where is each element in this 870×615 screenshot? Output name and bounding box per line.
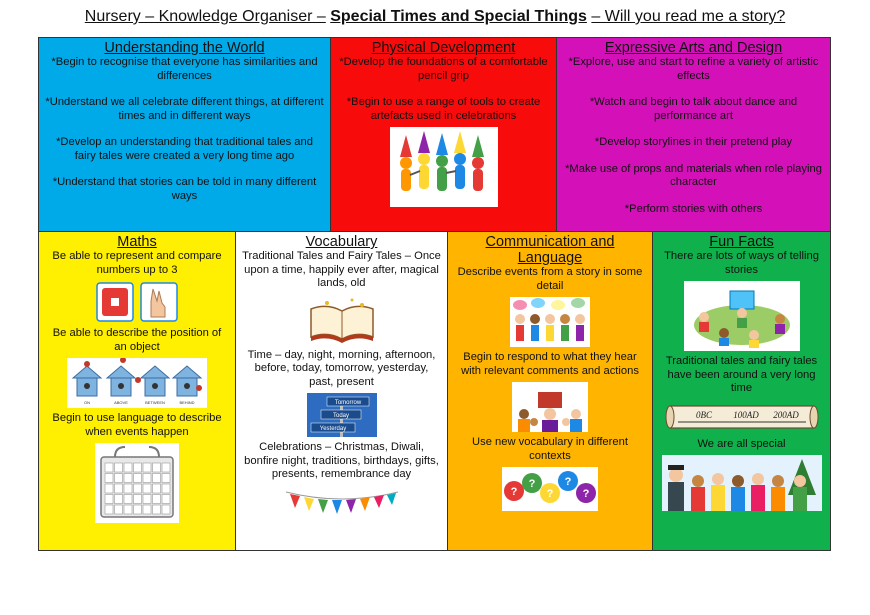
calendar-day-cell <box>124 463 132 472</box>
storytelling-circle-image <box>684 281 800 351</box>
panel-item: Begin to respond to what they hear with relevant comments and actions <box>461 351 639 377</box>
panel-item: *Understand we all celebrate different things, at different times and in different ways <box>45 96 324 122</box>
panel-item: Use new vocabulary in different contexts <box>472 436 628 462</box>
panel-item: *Begin to use a range of tools to create artefacts used in celebrations <box>346 96 541 122</box>
calendar-day-cell <box>134 474 142 483</box>
svg-text:?: ? <box>582 488 590 500</box>
diverse-people-image <box>662 455 822 511</box>
calendar-day-cell <box>105 474 113 483</box>
calendar-day-cell <box>134 495 142 504</box>
dice-fingers-image <box>95 281 179 323</box>
position-label: ABOVE <box>114 400 128 405</box>
calendar-day-cell <box>143 505 151 514</box>
sign-tomorrow: Tomorrow <box>334 400 361 406</box>
calendar-day-cell <box>134 484 142 493</box>
calendar-day-cell <box>153 505 161 514</box>
calendar-day-cell <box>162 463 170 472</box>
calendar-day-cell <box>134 463 142 472</box>
timeline-label: 0BC <box>695 409 712 420</box>
calendar-day-cell <box>105 495 113 504</box>
calendar-image <box>95 443 179 523</box>
panel-heading: Vocabulary <box>305 234 378 250</box>
panel-expressive-arts <box>556 37 831 232</box>
panel-item: Describe events from a story in some detail <box>457 266 643 292</box>
timeline-scroll-image <box>664 400 820 434</box>
panel-heading: Maths <box>117 234 157 250</box>
panel-item: *Develop an understanding that traditional tales and fairy tales were created a very long time ago <box>56 136 313 162</box>
panel-item: Traditional tales and fairy tales have been around a very long time <box>665 355 818 394</box>
panel-item: *Understand that stories can be told in many different ways <box>52 176 317 202</box>
position-label: BEHIND <box>179 400 195 405</box>
calendar-day-cell <box>153 463 161 472</box>
calendar-day-cell <box>162 495 170 504</box>
calendar-day-cell <box>153 484 161 493</box>
panel-item: Be able to represent and compare numbers up to 3 <box>52 250 222 276</box>
talking-children-image <box>510 297 590 347</box>
panel-item: *Make use of props and materials when role playing character <box>565 162 822 188</box>
panel-item: There are lots of ways of telling stories <box>664 250 819 276</box>
party-people-image <box>390 127 498 207</box>
timeline-label: 100AD <box>732 409 759 420</box>
calendar-day-cell <box>134 505 142 514</box>
story-time-image <box>512 382 588 432</box>
svg-text:?: ? <box>546 488 554 500</box>
panel-item: We are all special <box>697 437 786 450</box>
panel-item: Traditional Tales and Fairy Tales – Once upon a time, happily ever after, magical lands, old <box>242 250 441 289</box>
calendar-day-cell <box>105 484 113 493</box>
bird-houses-image <box>67 358 207 408</box>
calendar-day-cell <box>105 463 113 472</box>
panel-heading: Communication and Language <box>485 234 615 266</box>
position-label: BETWEEN <box>145 400 165 405</box>
calendar-day-cell <box>143 474 151 483</box>
sign-yesterday: Yesterday <box>319 426 346 432</box>
panel-heading: Expressive Arts and Design <box>604 40 783 56</box>
calendar-day-cell <box>124 484 132 493</box>
calendar-day-cell <box>115 474 123 483</box>
panel-item: *Explore, use and start to refine a variety of artistic effects <box>568 56 819 82</box>
calendar-day-cell <box>115 495 123 504</box>
panel-item: Time – day, night, morning, afternoon, before, today, tomorrow, yesterday, past, present <box>247 348 436 388</box>
title-prefix: Nursery – Knowledge Organiser – <box>84 8 326 25</box>
svg-text:?: ? <box>564 476 572 488</box>
svg-text:?: ? <box>528 478 536 490</box>
calendar-day-cell <box>162 505 170 514</box>
calendar-day-cell <box>115 505 123 514</box>
panel-understanding-world <box>38 37 331 232</box>
calendar-day-cell <box>143 495 151 504</box>
panel-fun-facts <box>652 231 831 551</box>
panel-item: *Develop the foundations of a comfortable pencil grip <box>339 56 548 82</box>
calendar-day-cell <box>162 484 170 493</box>
panel-item: *Develop storylines in their pretend play <box>594 136 793 148</box>
open-book-image <box>307 295 377 345</box>
calendar-day-cell <box>124 474 132 483</box>
calendar-day-cell <box>124 495 132 504</box>
question-bubbles-image <box>502 467 598 511</box>
bunting-image <box>284 486 400 526</box>
time-signs-image <box>307 393 377 437</box>
panel-maths <box>38 231 236 551</box>
calendar-day-cell <box>115 484 123 493</box>
panel-item: Celebrations – Christmas, Diwali, bonfire night, traditions, birthdays, gifts, presents, remembrance day <box>244 441 439 480</box>
calendar-day-cell <box>143 484 151 493</box>
panel-item: Be able to describe the position of an object <box>52 327 222 353</box>
panel-heading: Understanding the World <box>104 40 265 56</box>
panel-heading: Fun Facts <box>709 234 774 250</box>
panel-heading: Physical Development <box>371 40 516 56</box>
panel-item: *Perform stories with others <box>624 202 763 215</box>
timeline-label: 200AD <box>772 409 799 420</box>
panel-communication <box>447 231 653 551</box>
calendar-day-cell <box>105 505 113 514</box>
panel-physical-development <box>330 37 557 232</box>
panel-item: Begin to use language to describe when events happen <box>52 412 222 438</box>
title-suffix: – Will you read me a story? <box>591 8 786 25</box>
calendar-day-cell <box>153 474 161 483</box>
page-title <box>0 8 870 26</box>
calendar-day-cell <box>143 463 151 472</box>
calendar-day-cell <box>162 474 170 483</box>
position-label: ON <box>84 400 90 405</box>
calendar-day-cell <box>153 495 161 504</box>
panel-vocabulary <box>235 231 448 551</box>
panel-item: *Begin to recognise that everyone has similarities and differences <box>51 56 318 82</box>
svg-text:?: ? <box>510 486 518 498</box>
calendar-day-cell <box>115 463 123 472</box>
calendar-day-cell <box>124 505 132 514</box>
panel-item: *Watch and begin to talk about dance and performance art <box>589 96 798 122</box>
sign-today: Today <box>332 413 349 419</box>
title-bold: Special Times and Special Things <box>330 8 587 25</box>
